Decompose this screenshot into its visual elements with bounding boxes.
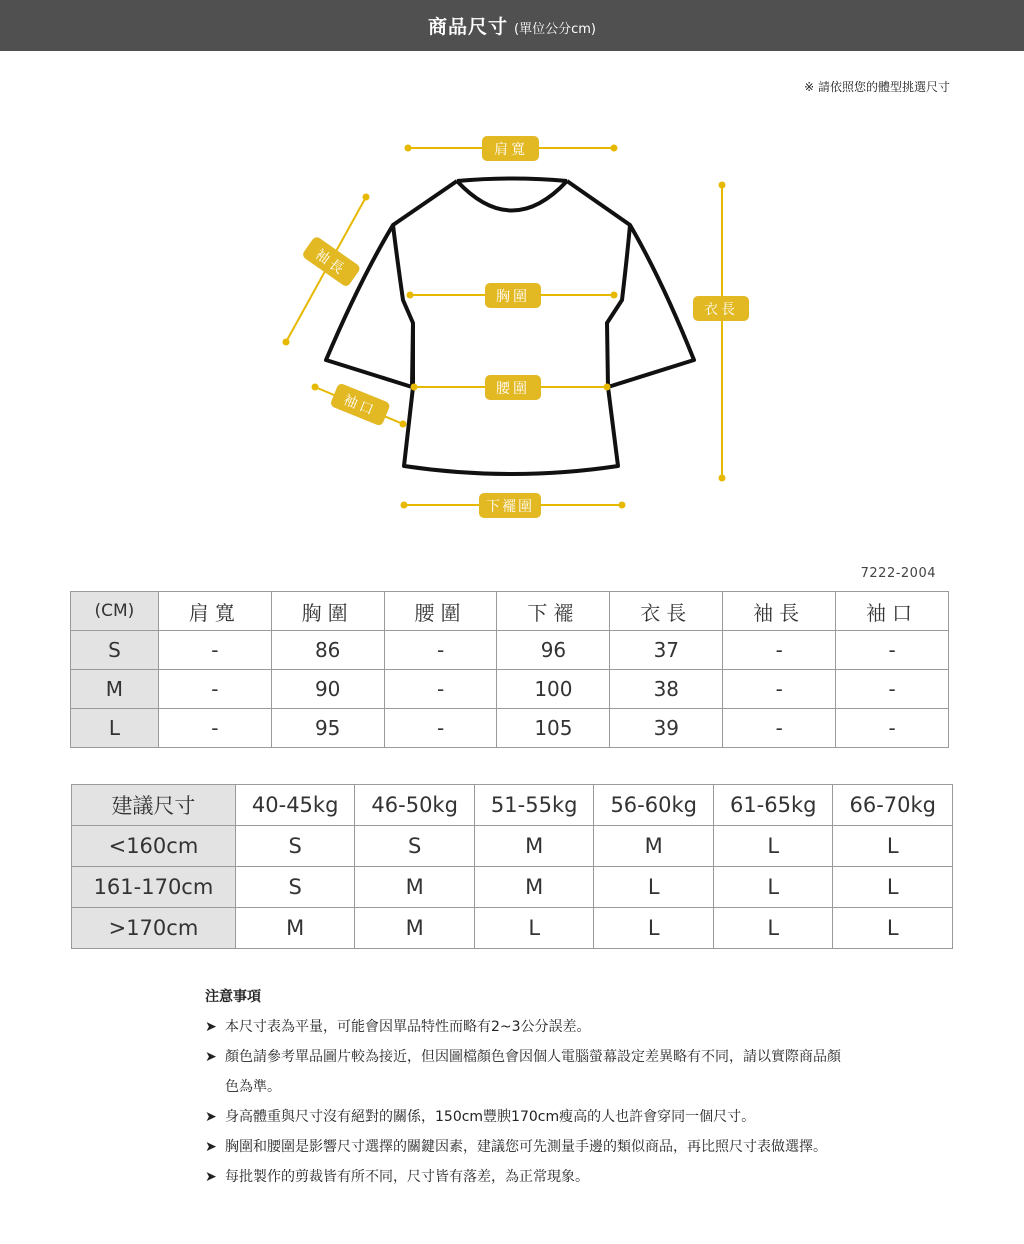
list-item bbox=[205, 1102, 845, 1132]
table-cell: M bbox=[355, 908, 475, 949]
table-cell: 105 bbox=[497, 709, 610, 748]
table-cell: S bbox=[235, 867, 355, 908]
notes-title: 注意事項 bbox=[205, 989, 261, 1005]
shoulder-label: 肩寬 bbox=[494, 142, 528, 158]
length-label: 衣長 bbox=[704, 302, 738, 318]
chest-label: 胸圍 bbox=[496, 289, 530, 305]
table-cell: L bbox=[713, 908, 833, 949]
size-table bbox=[70, 591, 949, 748]
table-cell: - bbox=[836, 709, 949, 748]
recommend-table-header bbox=[72, 785, 953, 826]
table-cell: - bbox=[836, 670, 949, 709]
sleeve-length-label: 袖長 bbox=[311, 246, 349, 280]
table-cell: L bbox=[833, 826, 953, 867]
size-label: L bbox=[71, 709, 159, 748]
cuff-label: 袖口 bbox=[340, 392, 379, 420]
table-cell: S bbox=[235, 826, 355, 867]
table-cell: S bbox=[355, 826, 475, 867]
table-cell: 96 bbox=[497, 631, 610, 670]
unit-label: (單位公分cm) bbox=[514, 21, 596, 37]
list-item bbox=[205, 1132, 845, 1162]
table-row bbox=[71, 670, 949, 709]
size-label: S bbox=[71, 631, 159, 670]
waist-label: 腰圍 bbox=[496, 381, 530, 397]
recommend-table bbox=[71, 784, 953, 949]
table-cell: - bbox=[723, 631, 836, 670]
table-cell: L bbox=[833, 908, 953, 949]
table-cell: - bbox=[158, 631, 271, 670]
arrow-bullet-icon: ➤ bbox=[205, 1049, 217, 1065]
table-cell: - bbox=[723, 670, 836, 709]
table-cell: M bbox=[594, 826, 714, 867]
table-cell: M bbox=[235, 908, 355, 949]
size-table-header-cell: 肩寬 bbox=[158, 592, 271, 631]
table-cell: L bbox=[474, 908, 594, 949]
height-label: <160cm bbox=[72, 826, 236, 867]
note-text: 本尺寸表為平量，可能會因單品特性而略有2~3公分誤差。 bbox=[225, 1019, 591, 1035]
table-cell: 95 bbox=[271, 709, 384, 748]
size-table-header-cell: 腰圍 bbox=[384, 592, 497, 631]
tshirt-outline bbox=[326, 179, 694, 475]
table-row bbox=[72, 826, 953, 867]
note-text: 胸圍和腰圍是影響尺寸選擇的關鍵因素，建議您可先測量手邊的類似商品，再比照尺寸表做選擇。 bbox=[225, 1139, 827, 1155]
size-table-header bbox=[71, 592, 949, 631]
arrow-bullet-icon: ➤ bbox=[205, 1109, 217, 1125]
size-table-header-cell: 袖長 bbox=[723, 592, 836, 631]
table-cell: L bbox=[594, 867, 714, 908]
hem-label: 下襬圍 bbox=[486, 499, 534, 515]
size-table-header-cell: (CM) bbox=[71, 592, 159, 631]
recommend-header-cell: 40-45kg bbox=[235, 785, 355, 826]
arrow-bullet-icon: ➤ bbox=[205, 1139, 217, 1155]
recommend-header-cell: 56-60kg bbox=[594, 785, 714, 826]
list-item bbox=[205, 1162, 845, 1192]
arrow-bullet-icon: ➤ bbox=[205, 1169, 217, 1185]
recommend-header-cell: 46-50kg bbox=[355, 785, 475, 826]
size-hint: ※ 請依照您的體型挑選尺寸 bbox=[804, 80, 950, 94]
recommend-header-cell: 66-70kg bbox=[833, 785, 953, 826]
height-label: 161-170cm bbox=[72, 867, 236, 908]
header-bar bbox=[0, 0, 1024, 51]
table-cell: L bbox=[713, 867, 833, 908]
arrow-bullet-icon: ➤ bbox=[205, 1019, 217, 1035]
size-table-header-cell: 袖口 bbox=[836, 592, 949, 631]
table-cell: L bbox=[713, 826, 833, 867]
note-text: 顏色請參考單品圖片較為接近，但因圖檔顏色會因個人電腦螢幕設定差異略有不同，請以實際商品顏色為準。 bbox=[225, 1049, 841, 1095]
table-cell: 37 bbox=[610, 631, 723, 670]
table-cell: M bbox=[474, 867, 594, 908]
size-label: M bbox=[71, 670, 159, 709]
table-cell: - bbox=[158, 709, 271, 748]
table-row bbox=[72, 908, 953, 949]
recommend-header-cell: 51-55kg bbox=[474, 785, 594, 826]
recommend-header-cell: 61-65kg bbox=[713, 785, 833, 826]
size-table-header-cell: 衣長 bbox=[610, 592, 723, 631]
note-text: 每批製作的剪裁皆有所不同，尺寸皆有落差，為正常現象。 bbox=[225, 1169, 589, 1185]
recommend-header-cell: 建議尺寸 bbox=[72, 785, 236, 826]
height-label: >170cm bbox=[72, 908, 236, 949]
table-cell: - bbox=[384, 631, 497, 670]
size-table-header-cell: 下襬 bbox=[497, 592, 610, 631]
table-cell: - bbox=[836, 631, 949, 670]
product-code: 7222-2004 bbox=[860, 566, 936, 581]
table-row bbox=[71, 709, 949, 748]
table-cell: 90 bbox=[271, 670, 384, 709]
size-table-header-cell: 胸圍 bbox=[271, 592, 384, 631]
list-item bbox=[205, 1012, 845, 1042]
table-cell: M bbox=[474, 826, 594, 867]
table-cell: - bbox=[384, 709, 497, 748]
list-item bbox=[205, 1042, 845, 1102]
page-title: 商品尺寸 bbox=[428, 16, 509, 38]
note-text: 身高體重與尺寸沒有絕對的關係，150cm豐腴170cm瘦高的人也許會穿同一個尺寸。 bbox=[225, 1109, 756, 1125]
table-row bbox=[72, 867, 953, 908]
table-row bbox=[71, 631, 949, 670]
garment-diagram bbox=[0, 110, 1024, 530]
table-cell: L bbox=[833, 867, 953, 908]
table-cell: 86 bbox=[271, 631, 384, 670]
notes-section bbox=[205, 982, 845, 1192]
table-cell: 39 bbox=[610, 709, 723, 748]
table-cell: - bbox=[158, 670, 271, 709]
table-cell: 100 bbox=[497, 670, 610, 709]
table-cell: 38 bbox=[610, 670, 723, 709]
table-cell: M bbox=[355, 867, 475, 908]
table-cell: - bbox=[723, 709, 836, 748]
table-cell: - bbox=[384, 670, 497, 709]
table-cell: L bbox=[594, 908, 714, 949]
